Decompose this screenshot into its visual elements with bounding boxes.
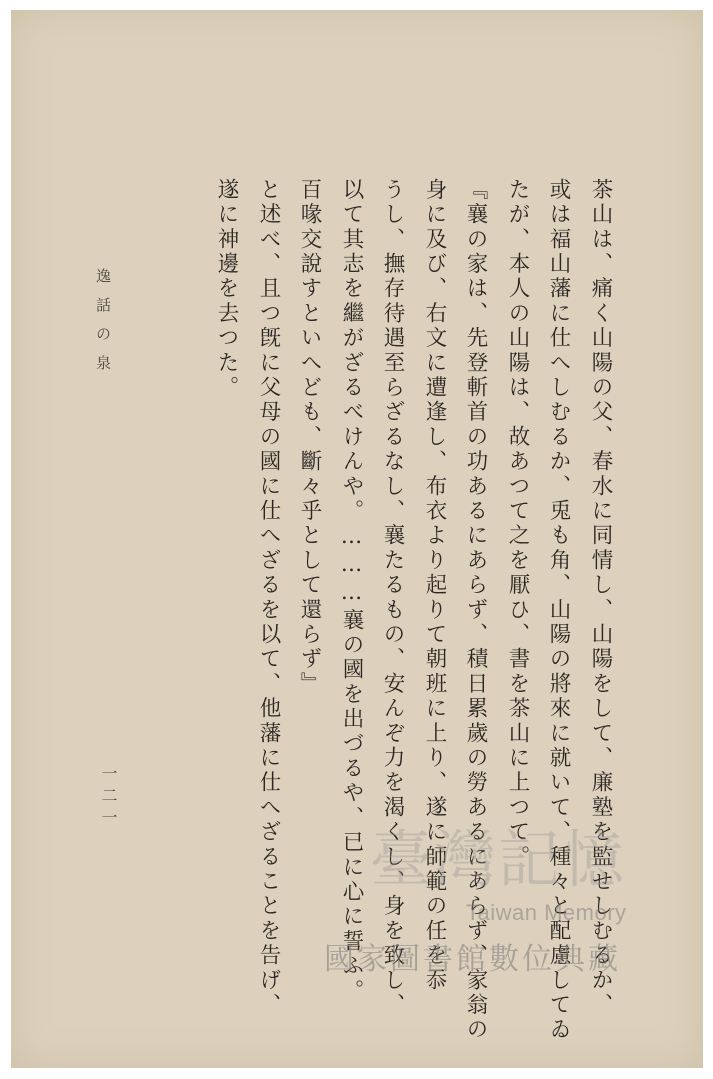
text-line-2: 或は福山藩に仕へしむるか、兎も角、山陽の將來に就いて、種々と配慮してゐ bbox=[546, 178, 571, 1043]
text-line-4: 『襄の家は、先登斬首の功あるにあらず、積日累歲の勞あるにあらず、家翁の bbox=[463, 178, 488, 1043]
text-line-8: 百喙交說すといへども、斷々乎として還らず』 bbox=[297, 178, 322, 697]
text-line-9: と述べ、且つ旣に父母の國に仕へざるを以て、他藩に仕へざることを告げ、 bbox=[256, 178, 281, 1018]
text-line-3: たが、本人の山陽は、故あつて之を厭ひ、書を茶山に上つて。 bbox=[505, 178, 530, 870]
running-title: 逸話の泉 bbox=[94, 268, 112, 384]
watermark-english: Taiwan Memory bbox=[466, 900, 627, 925]
page-number: 一二一 bbox=[99, 765, 118, 831]
text-line-7: 以て其志を繼がざるべけんや。………襄の國を出づるや、已に心に誓ふ。 bbox=[339, 178, 364, 1004]
text-line-1: 茶山は、痛く山陽の父、春水に同情し、山陽をして、廉塾を監せしむるか、 bbox=[588, 178, 613, 1018]
book-page bbox=[11, 10, 703, 1068]
watermark-title: 臺灣記憶 bbox=[370, 823, 627, 896]
text-line-6: うし、撫存待遇至らざるなし、襄たるもの、安んぞ力を渴くし、身を致し、 bbox=[380, 178, 405, 1018]
watermark-institution: 國家圖書館數位典藏 bbox=[324, 942, 621, 977]
text-line-10: 遂に神邊を去つた。 bbox=[214, 178, 239, 401]
text-line-5: 身に及び、右文に遭逢し、布衣より起りて朝班に上り、遂に師範の任を忝 bbox=[422, 178, 447, 994]
